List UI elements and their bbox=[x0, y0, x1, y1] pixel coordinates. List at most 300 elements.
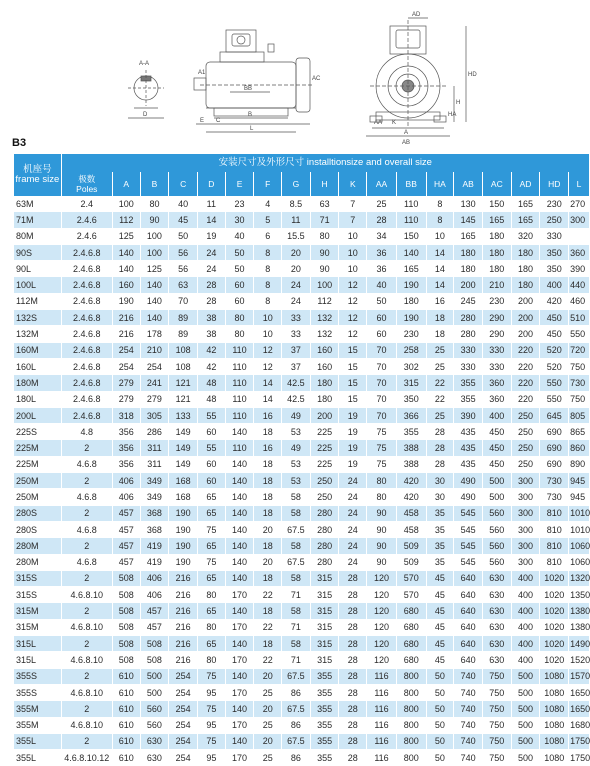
dimension-cell: 180 bbox=[482, 228, 511, 244]
dimension-cell: 8 bbox=[254, 261, 282, 277]
column-header-h: H bbox=[310, 172, 339, 196]
column-header-f: F bbox=[254, 172, 282, 196]
dimension-cell: 38 bbox=[198, 310, 226, 326]
dimension-cell: 132 bbox=[310, 310, 339, 326]
dimension-cell: 8.5 bbox=[282, 196, 311, 212]
dimension-cell: 20 bbox=[254, 668, 282, 684]
column-header-ad: AD bbox=[511, 172, 540, 196]
dimension-cell: 70 bbox=[169, 293, 198, 309]
dimension-cell: 140 bbox=[396, 244, 426, 260]
dimension-cell: 279 bbox=[112, 391, 140, 407]
dimension-cell: 1520 bbox=[569, 652, 590, 668]
dimension-cell: 34 bbox=[367, 228, 397, 244]
dimension-cell: 500 bbox=[140, 684, 169, 700]
table-row bbox=[14, 244, 590, 260]
dimension-cell: 630 bbox=[482, 587, 511, 603]
dimension-cell: 125 bbox=[112, 228, 140, 244]
dimension-cell: 75 bbox=[367, 424, 397, 440]
dimension-cell: 15 bbox=[339, 375, 367, 391]
dimension-cell: 1680 bbox=[569, 717, 590, 733]
dimension-cell: 15.5 bbox=[282, 228, 311, 244]
dimension-cell: 19 bbox=[339, 407, 367, 423]
dimension-cell: 225 bbox=[310, 456, 339, 472]
dimension-cell: 254 bbox=[112, 358, 140, 374]
dimension-cell: 36 bbox=[367, 244, 397, 260]
dimension-cell: 8 bbox=[426, 196, 454, 212]
dimension-cell: 305 bbox=[140, 407, 169, 423]
dimension-cell: 80 bbox=[198, 652, 226, 668]
dimension-cell: 406 bbox=[112, 489, 140, 505]
dimension-cell: 630 bbox=[140, 750, 169, 766]
dimension-cell: 610 bbox=[112, 684, 140, 700]
dimension-cell: 500 bbox=[511, 750, 540, 766]
dimension-cell: 1080 bbox=[540, 750, 569, 766]
dimension-cell: 945 bbox=[569, 489, 590, 505]
dimension-cell: 279 bbox=[140, 391, 169, 407]
dimension-cell: 75 bbox=[198, 668, 226, 684]
column-header-a: A bbox=[112, 172, 140, 196]
dimension-cell: 168 bbox=[169, 489, 198, 505]
dimension-cell: 14 bbox=[254, 375, 282, 391]
frame-size-cell: 90S bbox=[14, 244, 61, 260]
dimension-cell: 145 bbox=[454, 212, 483, 228]
dimension-cell: 140 bbox=[225, 538, 254, 554]
dimension-cell: 28 bbox=[339, 750, 367, 766]
dimension-cell: 160 bbox=[310, 342, 339, 358]
dimension-cell: 420 bbox=[540, 293, 569, 309]
dimension-cell: 24 bbox=[339, 538, 367, 554]
dimension-cell: 254 bbox=[169, 668, 198, 684]
dimension-cell: 280 bbox=[454, 326, 483, 342]
dimension-cell: 58 bbox=[282, 603, 311, 619]
poles-cell: 2 bbox=[61, 636, 112, 652]
dimension-cell: 1010 bbox=[569, 521, 590, 537]
column-header-k: K bbox=[339, 172, 367, 196]
dimension-cell: 28 bbox=[426, 456, 454, 472]
dimension-cell: 8 bbox=[254, 293, 282, 309]
table-row bbox=[14, 619, 590, 635]
poles-cell: 4.8 bbox=[61, 424, 112, 440]
dimension-cell: 100 bbox=[140, 228, 169, 244]
dimension-cell: 112 bbox=[112, 212, 140, 228]
frame-size-cell: 280S bbox=[14, 521, 61, 537]
dimension-cell: 750 bbox=[569, 358, 590, 374]
label-b: B bbox=[248, 112, 253, 118]
dimension-cell: 22 bbox=[254, 652, 282, 668]
installation-size-header: 安装尺寸及外形尺寸 installtionsize and overall size bbox=[61, 154, 589, 172]
dimension-cell: 320 bbox=[511, 228, 540, 244]
frame-size-cell: 225M bbox=[14, 456, 61, 472]
motor-front-view bbox=[366, 12, 477, 146]
dimension-cell: 120 bbox=[367, 587, 397, 603]
dimension-cell: 140 bbox=[112, 261, 140, 277]
dimension-cell: 28 bbox=[339, 717, 367, 733]
dimension-cell: 890 bbox=[569, 456, 590, 472]
dimension-cell: 11 bbox=[282, 212, 311, 228]
dimension-cell: 110 bbox=[225, 407, 254, 423]
dimension-cell: 560 bbox=[482, 538, 511, 554]
frame-size-cell: 90L bbox=[14, 261, 61, 277]
dimension-cell: 55 bbox=[198, 407, 226, 423]
dimension-cell: 90 bbox=[367, 505, 397, 521]
dimension-cell: 810 bbox=[540, 505, 569, 521]
dimension-cell: 300 bbox=[511, 554, 540, 570]
dimension-cell: 545 bbox=[454, 521, 483, 537]
dimension-cell: 250 bbox=[540, 212, 569, 228]
dimension-cell: 18 bbox=[426, 310, 454, 326]
dimension-cell: 720 bbox=[569, 342, 590, 358]
dimension-cell: 95 bbox=[198, 684, 226, 700]
poles-cell: 2.4.6.8 bbox=[61, 342, 112, 358]
dimension-cell: 89 bbox=[169, 326, 198, 342]
dimension-cell: 457 bbox=[112, 554, 140, 570]
dimension-cell: 500 bbox=[511, 717, 540, 733]
dimension-cell: 508 bbox=[112, 587, 140, 603]
dimension-cell: 22 bbox=[254, 619, 282, 635]
dimension-cell: 12 bbox=[339, 293, 367, 309]
poles-cell: 4.6.8.10 bbox=[61, 652, 112, 668]
dimension-cell: 740 bbox=[454, 733, 483, 749]
dimension-cell: 1080 bbox=[540, 717, 569, 733]
dimension-cell: 45 bbox=[426, 619, 454, 635]
table-row bbox=[14, 391, 590, 407]
dimension-cell: 435 bbox=[454, 424, 483, 440]
dimension-cell: 250 bbox=[511, 440, 540, 456]
dimension-cell: 67.5 bbox=[282, 668, 311, 684]
dimension-cell: 14 bbox=[426, 277, 454, 293]
dimension-cell: 121 bbox=[169, 375, 198, 391]
label-a: A bbox=[404, 130, 409, 136]
dimension-cell: 315 bbox=[310, 636, 339, 652]
dimension-cell: 690 bbox=[540, 424, 569, 440]
dimension-cell: 457 bbox=[112, 538, 140, 554]
dimension-cell: 165 bbox=[482, 212, 511, 228]
dimension-cell: 200 bbox=[511, 293, 540, 309]
dimension-cell: 18 bbox=[254, 538, 282, 554]
dimension-cell: 75 bbox=[198, 554, 226, 570]
dimension-cell: 419 bbox=[140, 554, 169, 570]
label-aa2: AA bbox=[374, 120, 383, 126]
dimension-cell: 89 bbox=[169, 310, 198, 326]
poles-cell: 2 bbox=[61, 733, 112, 749]
dimension-cell: 65 bbox=[198, 570, 226, 586]
dimension-cell: 45 bbox=[426, 652, 454, 668]
dimension-cell: 132 bbox=[310, 326, 339, 342]
dimension-cell: 28 bbox=[339, 603, 367, 619]
dimension-cell: 500 bbox=[511, 684, 540, 700]
label-c: C bbox=[216, 118, 221, 124]
dimension-cell: 400 bbox=[511, 652, 540, 668]
dimension-cell: 116 bbox=[367, 750, 397, 766]
label-h: H bbox=[456, 100, 461, 106]
dimension-cell: 730 bbox=[569, 375, 590, 391]
dimension-cell: 280 bbox=[454, 310, 483, 326]
dimension-cell: 20 bbox=[254, 701, 282, 717]
dimension-cell: 610 bbox=[112, 668, 140, 684]
label-k: K bbox=[392, 120, 397, 126]
dimension-cell: 457 bbox=[140, 603, 169, 619]
column-header-ac: AC bbox=[482, 172, 511, 196]
dimension-cell: 315 bbox=[310, 570, 339, 586]
dimension-cell: 810 bbox=[540, 521, 569, 537]
dimension-cell: 23 bbox=[225, 196, 254, 212]
poles-cell: 2 bbox=[61, 668, 112, 684]
dimension-cell: 25 bbox=[254, 750, 282, 766]
dimension-cell: 680 bbox=[396, 603, 426, 619]
dimension-cell: 28 bbox=[339, 619, 367, 635]
dimension-cell: 121 bbox=[169, 391, 198, 407]
dimension-cell: 116 bbox=[367, 717, 397, 733]
column-header-hd: HD bbox=[540, 172, 569, 196]
poles-cell: 2.4.6.8 bbox=[61, 407, 112, 423]
dimension-cell: 360 bbox=[482, 375, 511, 391]
table-row bbox=[14, 407, 590, 423]
dimension-cell: 116 bbox=[367, 668, 397, 684]
dimension-cell: 67.5 bbox=[282, 521, 311, 537]
dimension-cell: 170 bbox=[225, 652, 254, 668]
table-group-header-row bbox=[14, 154, 590, 172]
dimension-cell: 640 bbox=[454, 603, 483, 619]
column-header-l: L bbox=[569, 172, 590, 196]
dimension-cell: 810 bbox=[540, 538, 569, 554]
dimension-cell: 5 bbox=[254, 212, 282, 228]
dimension-cell: 230 bbox=[540, 196, 569, 212]
dimension-cell: 120 bbox=[367, 570, 397, 586]
dimension-cell: 216 bbox=[112, 326, 140, 342]
dimension-cell: 116 bbox=[367, 684, 397, 700]
dimension-cell: 1020 bbox=[540, 603, 569, 619]
table-row bbox=[14, 212, 590, 228]
dimension-cell: 368 bbox=[140, 505, 169, 521]
dimension-cell: 1650 bbox=[569, 701, 590, 717]
dimension-cell: 180 bbox=[454, 244, 483, 260]
dimension-cell: 280 bbox=[310, 505, 339, 521]
dimension-cell: 33 bbox=[282, 310, 311, 326]
dimension-cell: 95 bbox=[198, 717, 226, 733]
dimension-cell: 10 bbox=[254, 326, 282, 342]
dimension-cell: 16 bbox=[254, 407, 282, 423]
dimension-cell: 58 bbox=[282, 505, 311, 521]
dimension-cell: 500 bbox=[511, 668, 540, 684]
dimension-cell: 48 bbox=[198, 375, 226, 391]
dimension-cell: 800 bbox=[396, 733, 426, 749]
dimension-cell: 18 bbox=[254, 570, 282, 586]
dimension-cell: 190 bbox=[396, 277, 426, 293]
dimension-cell: 216 bbox=[169, 587, 198, 603]
dimension-cell: 330 bbox=[454, 342, 483, 358]
dimension-cell: 140 bbox=[225, 701, 254, 717]
column-header-g: G bbox=[282, 172, 311, 196]
table-row bbox=[14, 261, 590, 277]
table-row bbox=[14, 668, 590, 684]
dimension-cell: 12 bbox=[339, 277, 367, 293]
column-header-e: E bbox=[225, 172, 254, 196]
dimension-cell: 48 bbox=[198, 391, 226, 407]
table-row bbox=[14, 603, 590, 619]
dimension-cell: 1750 bbox=[569, 750, 590, 766]
dimension-cell: 130 bbox=[454, 196, 483, 212]
dimension-cell: 8 bbox=[254, 277, 282, 293]
dimension-cell: 15 bbox=[339, 358, 367, 374]
dimension-cell: 355 bbox=[310, 668, 339, 684]
poles-cell: 2.4.6.8 bbox=[61, 391, 112, 407]
dimension-cell: 400 bbox=[511, 587, 540, 603]
dimension-cell: 65 bbox=[198, 636, 226, 652]
label-ad: AD bbox=[412, 12, 421, 18]
dimension-cell: 1080 bbox=[540, 668, 569, 684]
dimension-cell: 14 bbox=[426, 244, 454, 260]
table-row bbox=[14, 489, 590, 505]
poles-cell: 4.6.8.10 bbox=[61, 717, 112, 733]
dimension-cell: 630 bbox=[482, 652, 511, 668]
dimension-cell: 45 bbox=[426, 603, 454, 619]
dimension-cell: 6 bbox=[254, 228, 282, 244]
dimension-cell: 450 bbox=[482, 424, 511, 440]
dimension-cell: 200 bbox=[454, 277, 483, 293]
table-row bbox=[14, 310, 590, 326]
dimension-cell: 30 bbox=[426, 489, 454, 505]
dimension-cell: 349 bbox=[140, 489, 169, 505]
dimension-cell: 140 bbox=[225, 473, 254, 489]
frame-size-cell: 225M bbox=[14, 440, 61, 456]
dimension-cell: 120 bbox=[367, 603, 397, 619]
dimension-cell: 170 bbox=[225, 717, 254, 733]
dimension-cell: 570 bbox=[396, 587, 426, 603]
dimension-cell: 450 bbox=[540, 310, 569, 326]
dimension-cell: 509 bbox=[396, 554, 426, 570]
dimension-cell: 35 bbox=[426, 521, 454, 537]
dimension-cell: 90 bbox=[367, 521, 397, 537]
dimension-cell: 178 bbox=[140, 326, 169, 342]
table-row bbox=[14, 521, 590, 537]
dimension-cell: 302 bbox=[396, 358, 426, 374]
dimension-cell: 180 bbox=[396, 293, 426, 309]
dimension-cell: 18 bbox=[254, 505, 282, 521]
dimension-cell: 865 bbox=[569, 424, 590, 440]
dimension-cell: 16 bbox=[254, 440, 282, 456]
dimension-cell: 28 bbox=[198, 293, 226, 309]
dimension-cell: 18 bbox=[254, 489, 282, 505]
dimension-cell: 28 bbox=[426, 424, 454, 440]
dimension-cell: 65 bbox=[198, 489, 226, 505]
dimension-cell: 20 bbox=[254, 554, 282, 570]
dimension-cell: 190 bbox=[112, 293, 140, 309]
dimension-cell: 112 bbox=[310, 293, 339, 309]
dimension-cell: 60 bbox=[367, 326, 397, 342]
dimension-cell: 22 bbox=[254, 587, 282, 603]
dimension-cell: 420 bbox=[396, 473, 426, 489]
dimension-cell: 149 bbox=[169, 440, 198, 456]
dimension-cell: 810 bbox=[540, 554, 569, 570]
dimension-cell: 1020 bbox=[540, 619, 569, 635]
dimension-cell: 279 bbox=[112, 375, 140, 391]
dimension-cell: 116 bbox=[367, 701, 397, 717]
dimension-cell: 60 bbox=[367, 310, 397, 326]
dimension-cell: 250 bbox=[511, 424, 540, 440]
dimension-cell: 140 bbox=[225, 570, 254, 586]
dimension-cell: 125 bbox=[140, 261, 169, 277]
dimension-cell: 14 bbox=[198, 212, 226, 228]
dimension-cell: 210 bbox=[140, 342, 169, 358]
frame-size-cell: 112M bbox=[14, 293, 61, 309]
dimension-cell: 19 bbox=[339, 440, 367, 456]
dimension-cell: 36 bbox=[367, 261, 397, 277]
poles-cell: 2.4.6.8 bbox=[61, 326, 112, 342]
dimension-cell: 140 bbox=[140, 293, 169, 309]
dimension-cell: 570 bbox=[396, 570, 426, 586]
dimension-cell: 510 bbox=[569, 310, 590, 326]
dimension-cell: 400 bbox=[511, 570, 540, 586]
dimension-cell: 140 bbox=[225, 424, 254, 440]
poles-cell: 2 bbox=[61, 505, 112, 521]
poles-cell: 2 bbox=[61, 538, 112, 554]
dimension-cell: 258 bbox=[396, 342, 426, 358]
dimension-cell: 630 bbox=[482, 603, 511, 619]
dimension-cell: 225 bbox=[310, 440, 339, 456]
dimension-cell: 60 bbox=[225, 277, 254, 293]
dimension-cell: 330 bbox=[454, 358, 483, 374]
dimension-cell: 90 bbox=[367, 554, 397, 570]
dimension-cell: 400 bbox=[511, 603, 540, 619]
dimension-cell: 545 bbox=[454, 554, 483, 570]
dimension-cell: 216 bbox=[169, 603, 198, 619]
dimension-cell: 25 bbox=[367, 196, 397, 212]
dimension-cell: 60 bbox=[225, 293, 254, 309]
dimension-cell: 200 bbox=[511, 310, 540, 326]
dimension-cell: 170 bbox=[225, 587, 254, 603]
dimension-cell: 750 bbox=[482, 701, 511, 717]
dimension-cell: 800 bbox=[396, 684, 426, 700]
dimension-cell: 1020 bbox=[540, 652, 569, 668]
dimension-cell: 8 bbox=[254, 244, 282, 260]
dimension-cell: 180 bbox=[310, 391, 339, 407]
dimension-cell: 7 bbox=[339, 212, 367, 228]
dimension-cell: 120 bbox=[367, 619, 397, 635]
dimension-cell: 315 bbox=[310, 587, 339, 603]
dimension-cell: 75 bbox=[198, 733, 226, 749]
dimension-cell: 50 bbox=[426, 717, 454, 733]
table-row bbox=[14, 684, 590, 700]
table-row bbox=[14, 701, 590, 717]
dimension-cell: 12 bbox=[339, 326, 367, 342]
dimension-cell: 24 bbox=[339, 554, 367, 570]
dimension-cell: 800 bbox=[396, 750, 426, 766]
dimension-cell: 150 bbox=[396, 228, 426, 244]
dimension-cell: 230 bbox=[482, 293, 511, 309]
dimension-cell: 50 bbox=[426, 733, 454, 749]
dimension-cell: 360 bbox=[482, 391, 511, 407]
table-row bbox=[14, 277, 590, 293]
dimension-cell: 110 bbox=[225, 440, 254, 456]
dimension-cell: 740 bbox=[454, 701, 483, 717]
dimension-cell: 170 bbox=[225, 750, 254, 766]
dimension-cell: 20 bbox=[282, 244, 311, 260]
dimension-cell: 290 bbox=[482, 310, 511, 326]
dimension-cell: 65 bbox=[198, 603, 226, 619]
dimension-cell: 15 bbox=[339, 391, 367, 407]
dimension-cell: 318 bbox=[112, 407, 140, 423]
dimension-cell: 60 bbox=[198, 456, 226, 472]
dimension-cell: 18 bbox=[254, 473, 282, 489]
dimension-cell: 71 bbox=[282, 652, 311, 668]
dimension-cell: 80 bbox=[225, 310, 254, 326]
dimension-cell: 508 bbox=[140, 636, 169, 652]
frame-size-cell: 132M bbox=[14, 326, 61, 342]
dimension-cell: 40 bbox=[169, 196, 198, 212]
frame-size-cell: 355L bbox=[14, 750, 61, 766]
dimension-cell: 58 bbox=[282, 636, 311, 652]
dimension-cell: 140 bbox=[140, 310, 169, 326]
